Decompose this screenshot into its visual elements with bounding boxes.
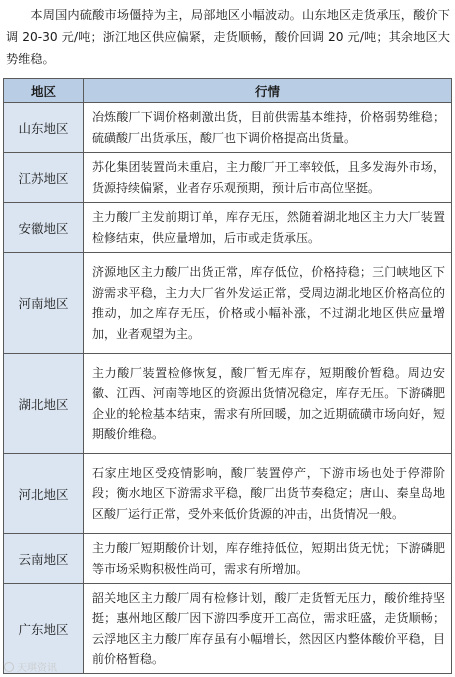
detail-cell: 主力酸厂短期酸价计划，库存维持低位，短期出货无忧；下游磷肥等市场采购积极性尚可，需求有所增加。 bbox=[84, 534, 452, 584]
region-cell: 河南地区 bbox=[4, 253, 84, 354]
header-detail: 行情 bbox=[84, 79, 452, 103]
region-cell: 安徽地区 bbox=[4, 203, 84, 253]
table-row bbox=[4, 253, 452, 354]
table-row bbox=[4, 354, 452, 454]
detail-cell: 韶关地区主力酸厂周有检修计划，酸厂走货暂无压力，酸价维持坚挺；惠州地区酸厂因下游四季度开工高位，需求旺盛，走货顺畅；云浮地区主力酸厂库存虽有小幅增长，然因区内整体酸价平稳，目前价格暂稳。 bbox=[84, 584, 452, 674]
region-cell: 河北地区 bbox=[4, 454, 84, 534]
watermark bbox=[4, 659, 57, 674]
region-cell: 广东地区 bbox=[4, 584, 84, 674]
detail-cell: 主力酸厂主发前期订单，库存无压，然随着湖北地区主力大厂装置检修结束，供应量增加，后市或走货承压。 bbox=[84, 203, 452, 253]
detail-cell: 石家庄地区受疫情影响，酸厂装置停产，下游市场也处于停滞阶段；衡水地区下游需求平稳，酸厂出货节奏稳定；唐山、秦皇岛地区酸厂运行正常，受外来低价货源的冲击，出货情况一般。 bbox=[84, 454, 452, 534]
market-table bbox=[3, 78, 452, 674]
detail-cell: 主力酸厂装置检修恢复，酸厂暂无库存，短期酸价暂稳。周边安徽、江西、河南等地区的资源出货情况稳定，库存无压。下游磷肥企业的轮检基本结束，需求有所回暖，加之近期硫磺市场向好，短期酸价维稳。 bbox=[84, 354, 452, 454]
table-row bbox=[4, 454, 452, 534]
watermark-logo-icon bbox=[4, 662, 14, 672]
region-cell: 湖北地区 bbox=[4, 354, 84, 454]
table-row bbox=[4, 103, 452, 153]
detail-cell: 苏化集团装置尚未重启，主力酸厂开工率较低，且多发海外市场，货源持续偏紧，业者存乐观预期，预计后市高位坚挺。 bbox=[84, 153, 452, 203]
region-cell: 江苏地区 bbox=[4, 153, 84, 203]
table-row bbox=[4, 534, 452, 584]
detail-cell: 济源地区主力酸厂出货正常，库存低位，价格持稳；三门峡地区下游需求平稳，主力大厂省外发运正常，受周边湖北地区价格高位的推动，加之库存无压，价格或小幅补涨，不过湖北地区供应量增加，业者观望为主。 bbox=[84, 253, 452, 354]
region-cell: 云南地区 bbox=[4, 534, 84, 584]
detail-cell: 冶炼酸厂下调价格刺激出货，目前供需基本维持，价格弱势维稳；硫磺酸厂出货承压，酸厂也下调价格提高出货量。 bbox=[84, 103, 452, 153]
table-header-row bbox=[4, 79, 452, 103]
table-row bbox=[4, 153, 452, 203]
intro-paragraph: 本周国内硫酸市场僵持为主，局部地区小幅波动。山东地区走货承压，酸价下调 20-30 元/吨；浙江地区供应偏紧，走货顺畅，酸价回调 20 元/吨；其余地区大势维稳。 bbox=[6, 8, 450, 66]
region-cell: 山东地区 bbox=[4, 103, 84, 153]
watermark-text: 天琪资讯 bbox=[17, 663, 57, 674]
table-row bbox=[4, 203, 452, 253]
header-region: 地区 bbox=[4, 79, 84, 103]
table-row bbox=[4, 584, 452, 674]
